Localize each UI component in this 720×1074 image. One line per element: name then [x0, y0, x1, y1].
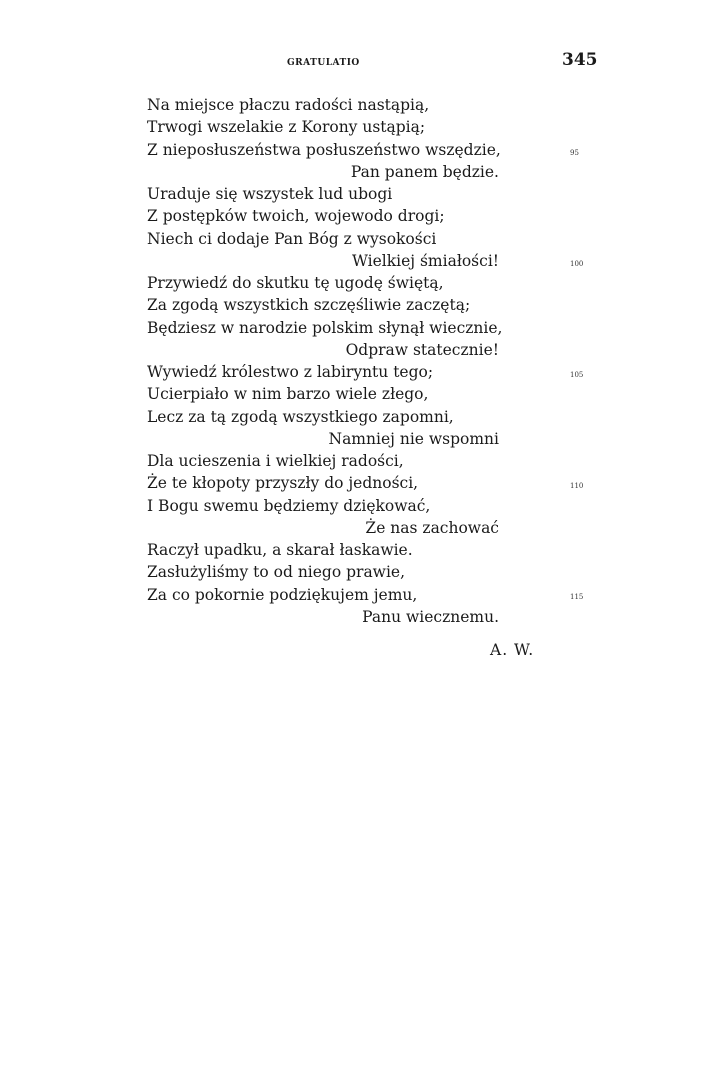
page-number: 345 — [562, 50, 598, 70]
verse-line-refrain: Wielkiej śmiałości! — [351, 252, 499, 270]
line-number: 100 — [570, 260, 584, 268]
line-number: 115 — [570, 593, 584, 601]
verse-line: Za zgodą wszystkich szczęśliwie zaczętą; — [147, 296, 471, 314]
line-number: 110 — [570, 482, 584, 490]
verse-line: Ucierpiało w nim barzo wiele złego, — [147, 385, 429, 403]
verse-line: Z postępków twoich, wojewodo drogi; — [147, 207, 445, 225]
verse-line: Lecz za tą zgodą wszystkiego zapomni, — [147, 408, 454, 426]
verse-line: Że te kłopoty przyszły do jedności, — [147, 474, 419, 492]
verse-line-refrain: Panu wiecznemu. — [362, 608, 499, 626]
verse-line: Przywiedź do skutku tę ugodę świętą, — [147, 274, 444, 292]
verse-line: Niech ci dodaje Pan Bóg z wysokości — [147, 230, 437, 248]
verse-line: Na miejsce płaczu radości nastąpią, — [147, 96, 430, 114]
verse-line: Uraduje się wszystek lud ubogi — [147, 185, 393, 203]
verse-line-refrain: Odpraw statecznie! — [345, 341, 499, 359]
author-signature: A. W. — [490, 641, 535, 659]
verse-line: Dla ucieszenia i wielkiej radości, — [147, 452, 404, 470]
verse-line-refrain: Namniej nie wspomni — [328, 430, 499, 448]
verse-line-refrain: Że nas zachować — [365, 519, 499, 537]
verse-line: Z nieposłuszeństwa posłuszeństwo wszędzie, — [147, 141, 501, 159]
verse-line: Zasłużyliśmy to od niego prawie, — [147, 563, 406, 581]
line-number: 95 — [570, 149, 579, 157]
header-title: GRATULATIO — [287, 58, 360, 68]
line-number: 105 — [570, 371, 584, 379]
verse-line: Trwogi wszelakie z Korony ustąpią; — [147, 118, 426, 136]
verse-line: I Bogu swemu będziemy dziękować, — [147, 497, 431, 515]
verse-line: Za co pokornie podziękujem jemu, — [147, 586, 418, 604]
verse-line-refrain: Pan panem będzie. — [350, 163, 499, 181]
verse-line: Raczył upadku, a skarał łaskawie. — [147, 541, 413, 559]
verse-line: Wywiedź królestwo z labiryntu tego; — [147, 363, 434, 381]
verse-line: Będziesz w narodzie polskim słynął wiecznie, — [147, 319, 503, 337]
